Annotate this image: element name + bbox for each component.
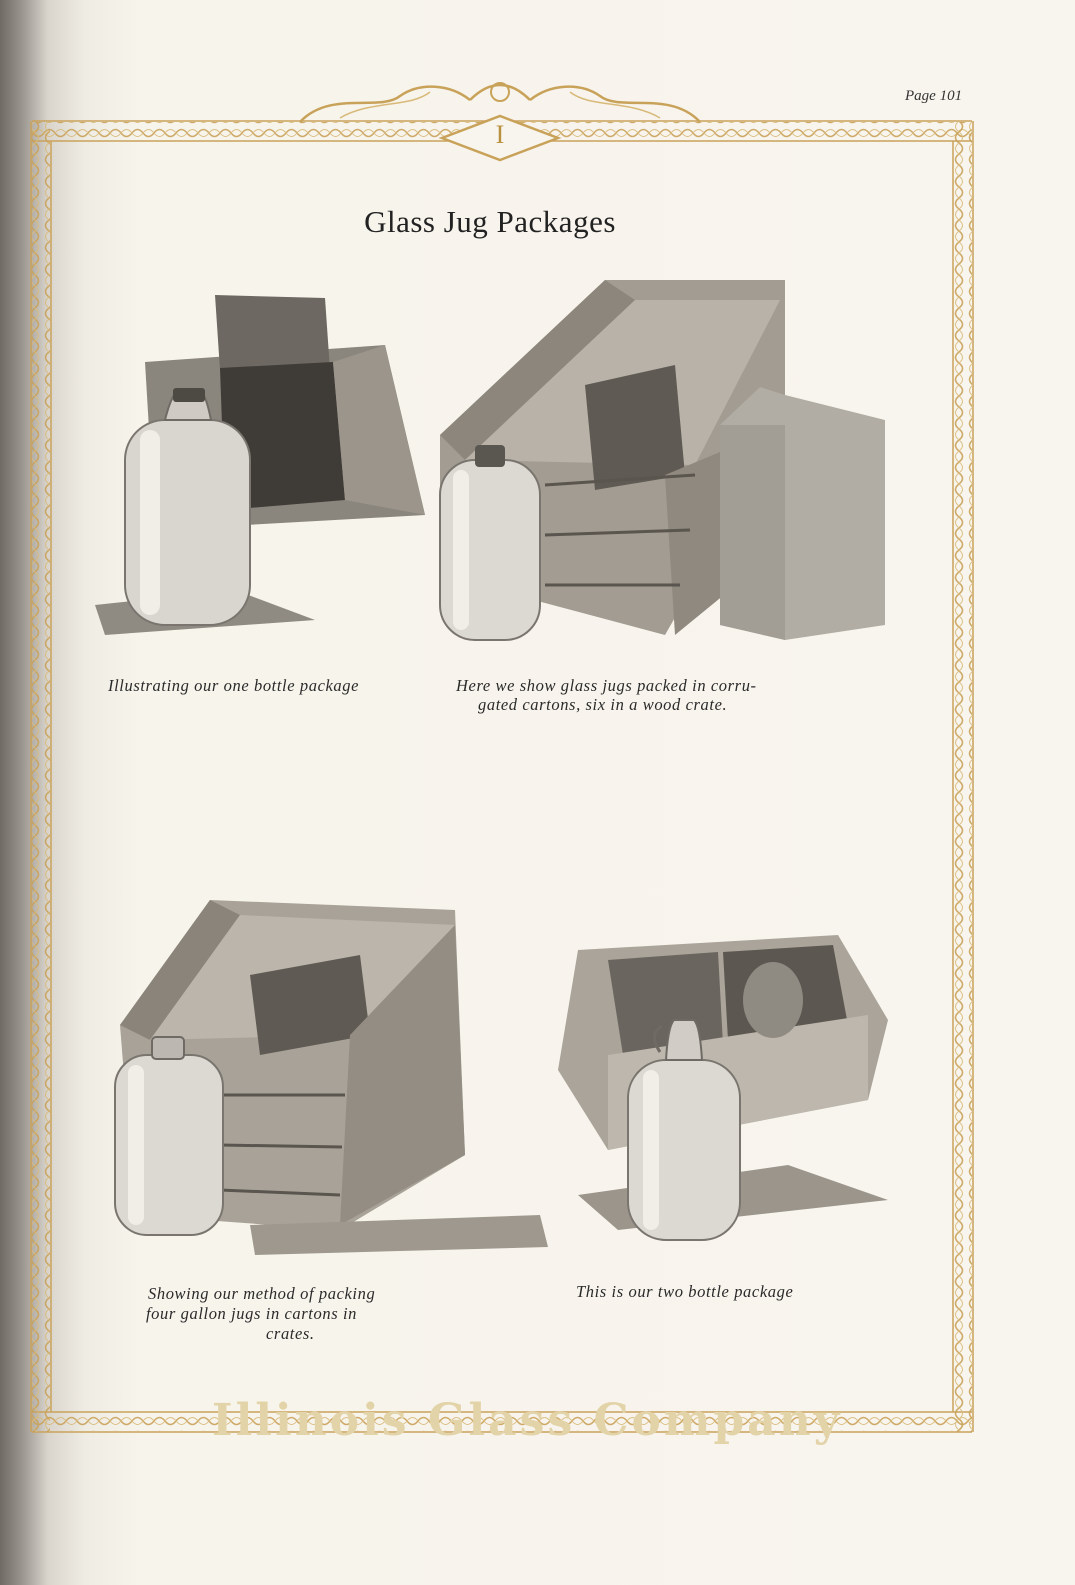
caption-six-crate-line2: gated cartons, six in a wood crate.	[478, 695, 728, 714]
caption-two-bottle: This is our two bottle package	[576, 1282, 794, 1301]
caption-one-bottle: Illustrating our one bottle package	[108, 676, 360, 695]
photo-two-bottle-package	[548, 930, 888, 1260]
photo-four-gallon-crate	[110, 895, 550, 1255]
photo-one-bottle-package	[85, 290, 430, 650]
photo-six-jug-crate	[435, 275, 890, 655]
emblem-letter: I	[495, 120, 505, 149]
caption-six-crate-line1: Here we show glass jugs packed in corru-	[456, 676, 757, 695]
company-name: Illinois Glass Company	[212, 1395, 843, 1446]
caption-four-gallon-line3: crates.	[266, 1324, 315, 1343]
page-number: Page 101	[905, 88, 963, 104]
page-title: Glass Jug Packages	[364, 204, 616, 239]
caption-four-gallon-line1: Showing our method of packing	[148, 1284, 376, 1303]
caption-four-gallon-line2: four gallon jugs in cartons in	[146, 1304, 357, 1323]
